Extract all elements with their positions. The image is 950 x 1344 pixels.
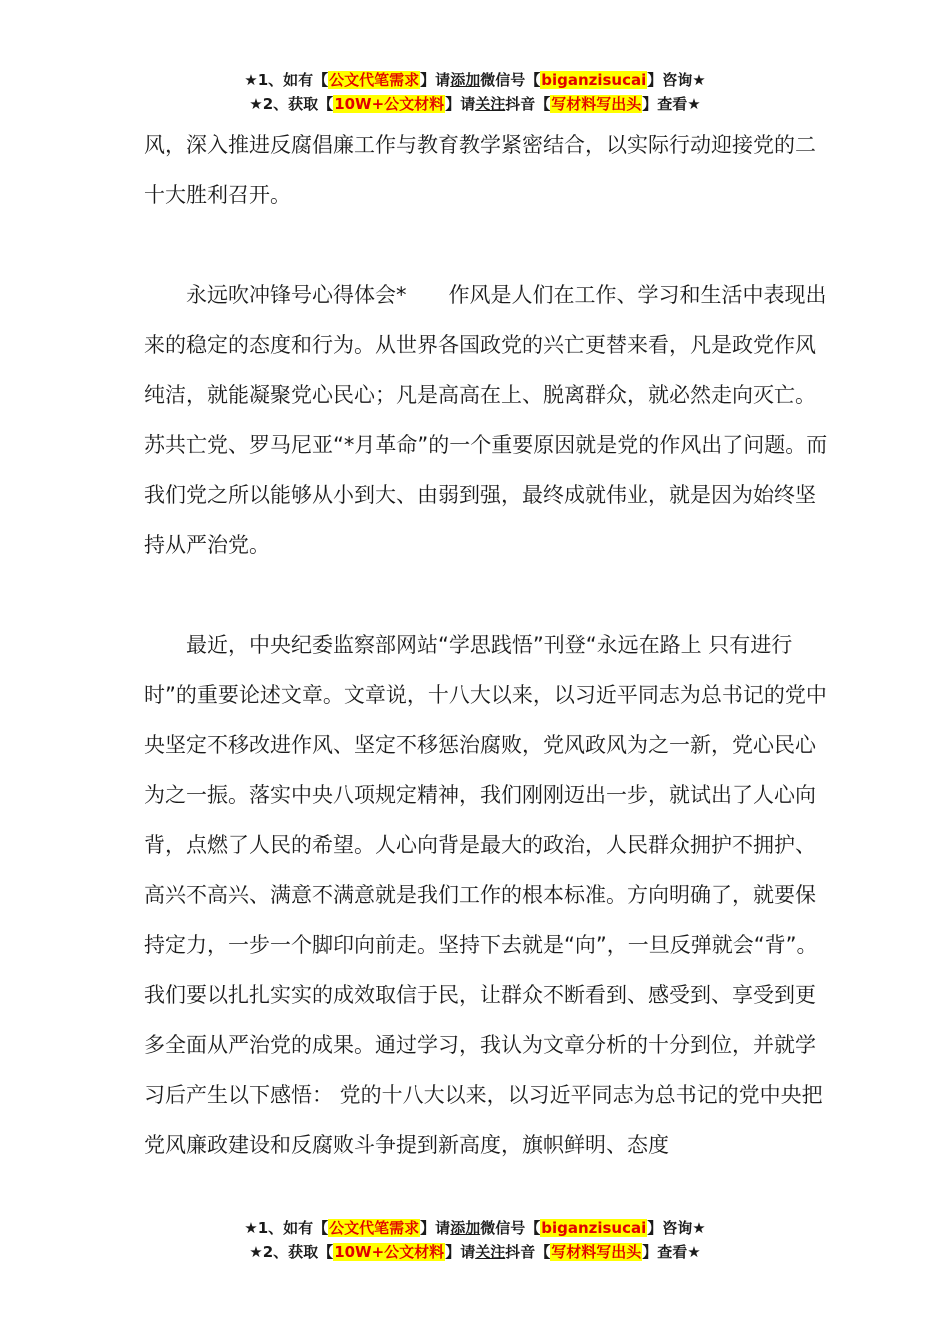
banner-1-underlined: 添加 [450,1219,481,1237]
banner-1-highlight-1: 公文代笔需求 [329,71,420,89]
banner-line-1 [0,1216,950,1240]
paragraph-3: 最近，中央纪委监察部网站“学思践悟”刊登“永远在路上 只有进行时”的重要论述文章。文章说，十八大以来，以习近平同志为总书记的党中央坚定不移改进作风、坚定不移惩治腐败，党风政风为之一新，党心民心为之一振。落实中央八项规定精神，我们刚刚迈出一步，就试出了人心向背，点燃了人民的希望。人心向背是最大的政治，人民群众拥护不拥护、高兴不高兴、满意不满意就是我们工作的根本标准。方向明确了，就要保持定力，一步一个脚印向前走。坚持下去就是“向”，一旦反弹就会“背”。我们要以扎扎实实的成效取信于民，让群众不断看到、感受到、享受到更多全面从严治党的成果。通过学习，我认为文章分析的十分到位，并就学习后产生以下感悟： 党的十八大以来，以习近平同志为总书记的党中央把党风廉政建设和反腐败斗争提到新高度，旗帜鲜明、态度 [144,633,827,1157]
banner-1-mid-2: 微信号【 [480,1219,541,1237]
bottom-banner [0,1216,950,1264]
banner-2-underlined: 关注 [475,95,506,113]
banner-1-prefix: ★1、如有【 [244,71,329,89]
banner-1-mid-1: 】请 [420,71,451,89]
banner-1-mid-1: 】请 [420,1219,451,1237]
banner-1-highlight-2: biganzisucai [541,1219,647,1237]
banner-line-2 [0,1240,950,1264]
banner-1-underlined: 添加 [450,71,481,89]
banner-2-prefix: ★2、获取【 [249,95,334,113]
banner-1-mid-2: 微信号【 [480,71,541,89]
banner-1-prefix: ★1、如有【 [244,1219,329,1237]
paragraph-1: 风，深入推进反腐倡廉工作与教育教学紧密结合，以实际行动迎接党的二十大胜利召开。 [144,133,816,207]
banner-2-highlight-2: 写材料写出头 [551,1243,642,1261]
banner-1-highlight-2: biganzisucai [541,71,647,89]
banner-2-highlight-2: 写材料写出头 [551,95,642,113]
banner-1-suffix: 】咨询★ [647,1219,706,1237]
top-banner [0,68,950,116]
banner-1-highlight-1: 公文代笔需求 [329,1219,420,1237]
banner-line-2 [0,92,950,116]
banner-2-prefix: ★2、获取【 [249,1243,334,1261]
banner-line-1 [0,68,950,92]
banner-2-underlined: 关注 [475,1243,506,1261]
paragraph-2: 永远吹冲锋号心得体会* 作风是人们在工作、学习和生活中表现出来的稳定的态度和行为。从世界各国政党的兴亡更替来看，凡是政党作风纯洁，就能凝聚党心民心；凡是高高在上、脱离群众，就必然走向灭亡。苏共亡党、罗马尼亚“*月革命”的一个重要原因就是党的作风出了问题。而我们党之所以能够从小到大、由弱到强，最终成就伟业，就是因为始终坚持从严治党。 [144,283,828,557]
banner-2-highlight-1: 10W+公文材料 [334,1243,445,1261]
banner-2-suffix: 】查看★ [642,95,701,113]
banner-2-highlight-1: 10W+公文材料 [334,95,445,113]
document-body [144,120,834,1170]
banner-2-mid-2: 抖音【 [505,1243,551,1261]
paragraph-gap [144,570,834,620]
banner-1-suffix: 】咨询★ [647,71,706,89]
banner-2-mid-2: 抖音【 [505,95,551,113]
banner-2-mid-1: 】请 [445,1243,476,1261]
banner-2-suffix: 】查看★ [642,1243,701,1261]
banner-2-mid-1: 】请 [445,95,476,113]
paragraph-gap [144,220,834,270]
